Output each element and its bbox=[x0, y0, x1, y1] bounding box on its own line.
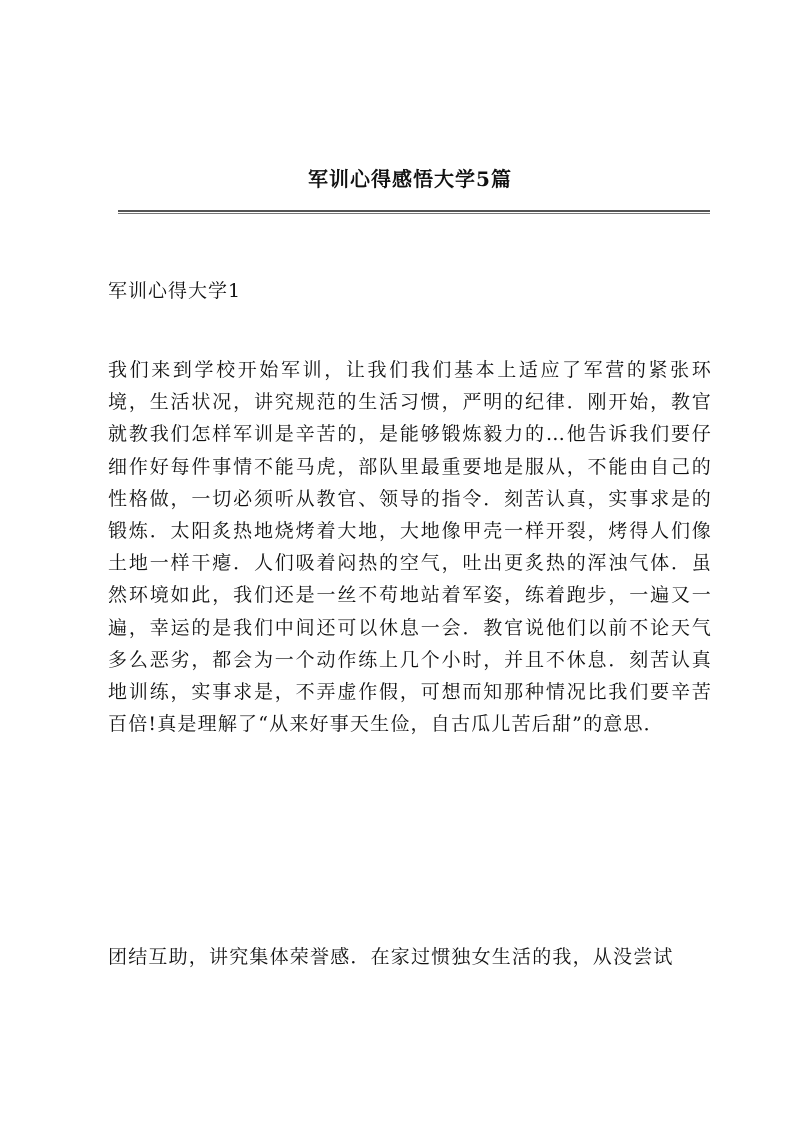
body-paragraph-2: 团结互助，讲究集体荣誉感．在家过惯独女生活的我，从没尝试 bbox=[108, 946, 674, 968]
section-heading: 军训心得大学1 bbox=[108, 280, 242, 302]
document-title: 军训心得感悟大学5篇 bbox=[308, 167, 512, 191]
title-divider bbox=[118, 210, 710, 214]
body-paragraph-1: 我们来到学校开始军训，让我们我们基本上适应了军营的紧张环境，生活状况，讲究规范的生活习惯，严明的纪律．刚开始，教官就教我们怎样军训是辛苦的，是能够锻炼毅力的…他告诉我们要仔细作好每件事情不能马虎，部队里最重要地是服从，不能由自己的性格做，一切必须听从教官、领导的指令．刻苦认真，实事求是的锻炼．太阳炙热地烧烤着大地，大地像甲壳一样开裂，烤得人们像土地一样干瘪．人们吸着闷热的空气，吐出更炙热的浑浊气体．虽然环境如此，我们还是一丝不苟地站着军姿，练着跑步，一遍又一遍，幸运的是我们中间还可以休息一会．教官说他们以前不论天气多么恶劣，都会为一个动作练上几个小时，并且不休息．刻苦认真地训练，实事求是，不弄虚作假，可想而知那种情况比我们要辛苦百倍!真是理解了“从来好事天生俭，自古瓜儿苦后甜”的意思． bbox=[108, 359, 712, 736]
